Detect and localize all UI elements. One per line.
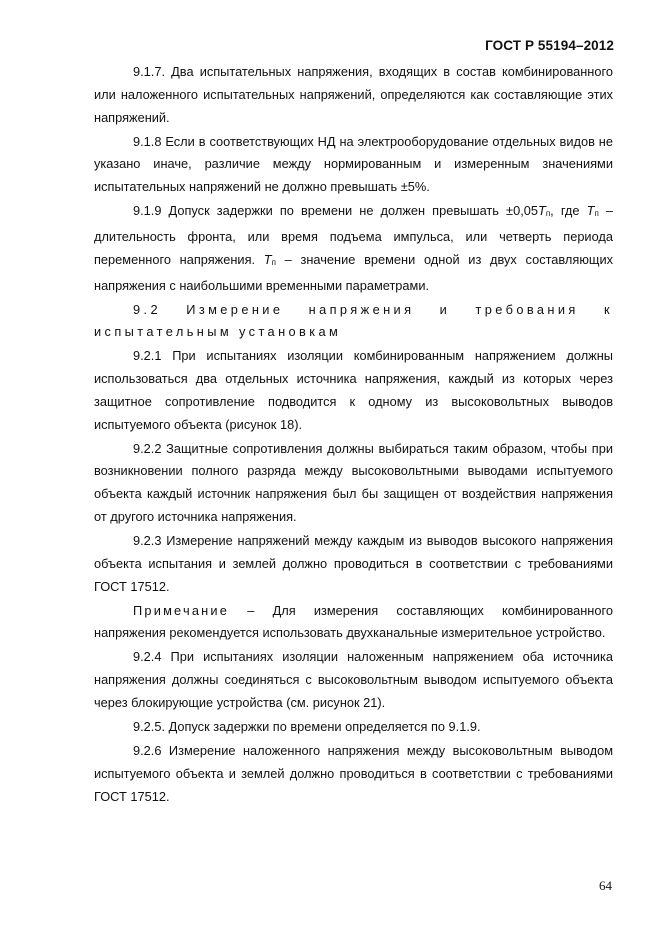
paragraph-9-2-2: 9.2.2 Защитные сопротивления должны выбираться таким образом, чтобы при возникновении полного разряда между высоковольтными выводами испытуемого объекта каждый источник напряжения был бы защищен от воздействия напряжения от другого источника напряжения. [94,440,613,525]
paragraph-9-2-4: 9.2.4 При испытаниях изоляции наложенным напряжением оба источника напряжения должны соединяться с высоковольтным выводом испытуемого объекта через блокирующие устройства (см. рисунок 21). [94,649,613,711]
paragraph-9-2-1: 9.2.1 При испытаниях изоляции комбинированным напряжением должны использоваться два отдельных источника напряжения, каждый из которых через защитное сопротивление подводится к одному из высоковольтных выводов испытуемого объекта (рисунок 18). [94,348,613,432]
symbol-t-subscript: п [594,209,599,219]
paragraph-9-2-3: 9.2.3 Измерение напряжений между каждым из выводов высокого напряжения объекта испытания и землей должно проводиться в соответствии с требованиями ГОСТ 17512. [94,533,613,594]
paragraph-9-2-6: 9.2.6 Измерение наложенного напряжения между высоковольтным выводом испытуемого объекта и землей должно проводиться в соответствии с требованиями ГОСТ 17512. [94,742,613,804]
document-code: ГОСТ Р 55194–2012 [485,38,614,53]
p919-part-d: – значение времени одной из двух составляющих напряжения с наибольшими временными параметрами. [94,251,613,293]
note-label: Примечание [133,602,230,618]
symbol-t: T [263,251,272,267]
symbol-t: T [586,203,595,219]
symbol-t-subscript: п [271,257,276,267]
p919-part-c: – длительность фронта, или время подъема импульса, или четверть периода переменного напряжения. [94,203,613,267]
paragraph-9-1-8: 9.1.8 Если в соответствующих НД на электрооборудование отдельных видов не указано иначе, различие между нормированным и измеренным значениями испытательных напряжений не должно превышать ±5%. [94,133,613,195]
paragraph-9-1-7: 9.1.7. Два испытательных напряжения, входящих в состав комбинированного или наложенного испытательных напряжений, определяются как составляющие этих напряжений. [94,64,613,125]
paragraph-9-2-5: 9.2.5. Допуск задержки по времени определяется по 9.1.9. [133,719,481,734]
p919-part-a: 9.1.9 Допуск задержки по времени не должен превышать ±0,05 [133,203,538,219]
symbol-t-subscript: п [545,209,551,219]
p919-part-b: , где [550,203,587,219]
note [94,600,613,646]
note-text: – Для измерения составляющих комбинированного напряжения рекомендуется использовать двухканальные измерительное устройство. [94,602,613,641]
paragraph-9-1-9 [94,200,613,297]
section-heading-9-2: 9.2 Измерение напряжения и требования к испытательным установкам [94,301,613,340]
page-number: 64 [599,878,612,893]
symbol-t: T [538,203,546,219]
document-body [94,61,613,810]
